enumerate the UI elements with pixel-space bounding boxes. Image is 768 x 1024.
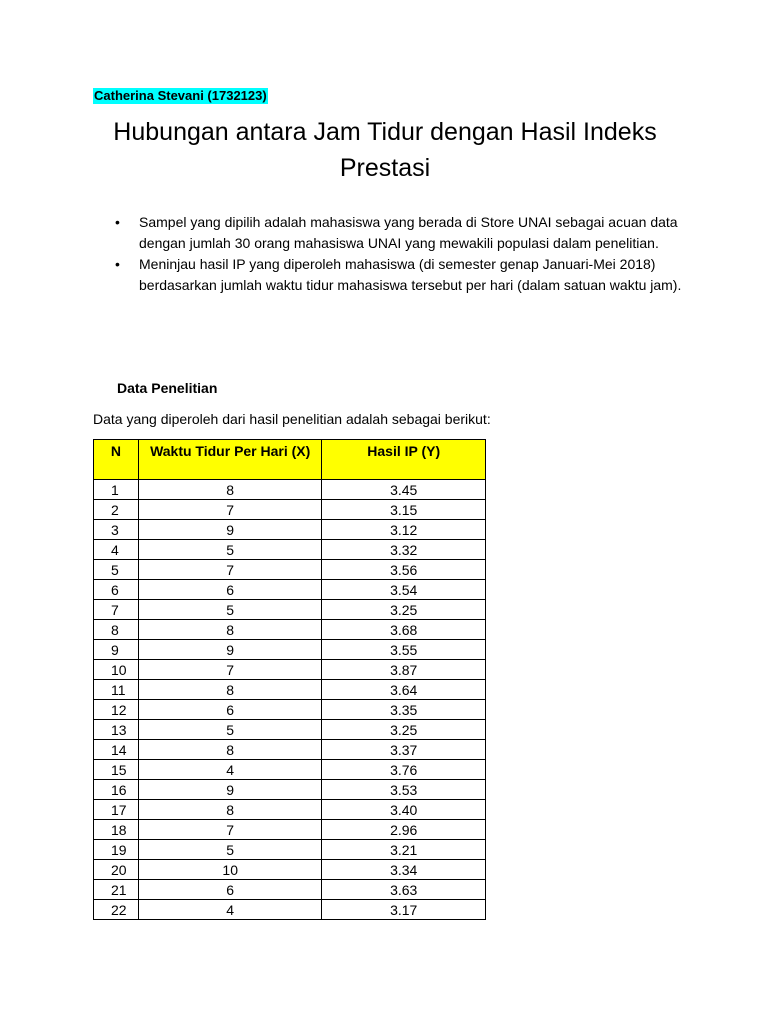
cell-sleep-time: 5 [138,600,321,620]
cell-gpa: 3.55 [322,640,486,660]
cell-n: 12 [94,700,139,720]
cell-n: 9 [94,640,139,660]
cell-sleep-time: 8 [138,800,321,820]
table-row [94,620,486,640]
cell-sleep-time: 9 [138,780,321,800]
cell-gpa: 3.17 [322,900,486,920]
bullet-text: Sampel yang dipilih adalah mahasiswa yang berada di Store UNAI sebagai acuan data dengan jumlah 30 orang mahasiswa UNAI yang mewakili populasi dalam penelitian. [139,214,678,251]
bullet-icon: • [115,256,120,272]
table-row [94,580,486,600]
cell-n: 3 [94,520,139,540]
cell-n: 13 [94,720,139,740]
cell-sleep-time: 7 [138,820,321,840]
document-title: Hubungan antara Jam Tidur dengan Hasil Indeks Prestasi [113,118,657,182]
table-row [94,880,486,900]
cell-gpa: 3.40 [322,800,486,820]
cell-n: 15 [94,760,139,780]
cell-gpa: 3.32 [322,540,486,560]
cell-n: 6 [94,580,139,600]
cell-n: 16 [94,780,139,800]
cell-sleep-time: 9 [138,520,321,540]
cell-sleep-time: 6 [138,580,321,600]
cell-sleep-time: 5 [138,540,321,560]
table-row [94,520,486,540]
cell-gpa: 2.96 [322,820,486,840]
cell-gpa: 3.45 [322,480,486,500]
cell-sleep-time: 5 [138,840,321,860]
table-row [94,700,486,720]
cell-n: 7 [94,600,139,620]
table-row [94,600,486,620]
cell-gpa: 3.15 [322,500,486,520]
table-row [94,540,486,560]
cell-n: 1 [94,480,139,500]
table-row [94,640,486,660]
cell-gpa: 3.21 [322,840,486,860]
table-row [94,900,486,920]
table-row [94,840,486,860]
cell-gpa: 3.56 [322,560,486,580]
bullet-item [112,212,682,254]
cell-sleep-time: 7 [138,660,321,680]
cell-sleep-time: 6 [138,700,321,720]
bullet-item [112,254,682,296]
cell-n: 21 [94,880,139,900]
cell-n: 20 [94,860,139,880]
bullet-icon: • [115,214,120,230]
table-row [94,660,486,680]
table-row [94,760,486,780]
section-heading: Data Penelitian [117,380,218,396]
table-row [94,480,486,500]
cell-sleep-time: 5 [138,720,321,740]
cell-sleep-time: 8 [138,680,321,700]
table-row [94,500,486,520]
cell-gpa: 3.63 [322,880,486,900]
table-row [94,820,486,840]
cell-gpa: 3.53 [322,780,486,800]
header-sleep-time: Waktu Tidur Per Hari (X) [138,440,321,480]
cell-gpa: 3.25 [322,720,486,740]
cell-gpa: 3.37 [322,740,486,760]
table-row [94,800,486,820]
bullet-list [112,212,682,296]
cell-gpa: 3.34 [322,860,486,880]
table-row [94,740,486,760]
cell-gpa: 3.25 [322,600,486,620]
header-n: N [94,440,139,480]
data-table [93,439,486,920]
cell-n: 18 [94,820,139,840]
cell-gpa: 3.64 [322,680,486,700]
cell-sleep-time: 8 [138,620,321,640]
cell-gpa: 3.76 [322,760,486,780]
header-gpa: Hasil IP (Y) [322,440,486,480]
cell-sleep-time: 7 [138,500,321,520]
cell-n: 17 [94,800,139,820]
cell-sleep-time: 4 [138,900,321,920]
cell-gpa: 3.35 [322,700,486,720]
cell-sleep-time: 8 [138,740,321,760]
table-header-row [94,440,486,480]
cell-n: 8 [94,620,139,640]
intro-text: Data yang diperoleh dari hasil penelitian adalah sebagai berikut: [93,411,491,427]
bullet-text: Meninjau hasil IP yang diperoleh mahasiswa (di semester genap Januari-Mei 2018) berdasarkan jumlah waktu tidur mahasiswa tersebut per hari (dalam satuan waktu jam). [139,256,682,293]
cell-sleep-time: 10 [138,860,321,880]
cell-n: 10 [94,660,139,680]
table-row [94,560,486,580]
cell-n: 5 [94,560,139,580]
cell-n: 11 [94,680,139,700]
cell-sleep-time: 7 [138,560,321,580]
author-name: Catherina Stevani (1732123) [94,88,267,103]
table-row [94,680,486,700]
cell-n: 22 [94,900,139,920]
cell-gpa: 3.54 [322,580,486,600]
cell-n: 2 [94,500,139,520]
cell-sleep-time: 8 [138,480,321,500]
cell-gpa: 3.12 [322,520,486,540]
cell-sleep-time: 4 [138,760,321,780]
cell-n: 14 [94,740,139,760]
cell-sleep-time: 9 [138,640,321,660]
cell-n: 4 [94,540,139,560]
cell-gpa: 3.87 [322,660,486,680]
cell-sleep-time: 6 [138,880,321,900]
table-body [94,480,486,920]
table-row [94,720,486,740]
cell-n: 19 [94,840,139,860]
table-row [94,780,486,800]
cell-gpa: 3.68 [322,620,486,640]
table-row [94,860,486,880]
